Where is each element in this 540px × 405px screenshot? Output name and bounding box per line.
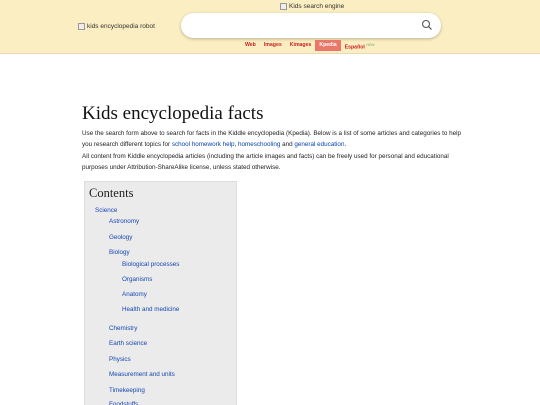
toc-item-biology[interactable]: Biology [109,249,130,256]
broken-image-icon [78,23,85,30]
toc-title: Contents [89,186,134,200]
table-of-contents [84,181,237,405]
search-icon[interactable] [421,19,433,31]
search-input[interactable] [181,13,441,38]
intro-text: Use the search form above to search for facts in the Kiddle encyclopedia (Kpedia). Below is a list of some articles and categories to help you research different topics for school homework help, homeschooling and general education. All content from Kiddle encyclopedia articles (including the article images and facts) can be freely used for personal and educational purposes under Attribution-ShareAlike license, unless stated otherwise. [82,130,462,172]
broken-image-icon [280,3,287,10]
toc-item-anatomy[interactable]: Anatomy [122,291,147,298]
engine-alt-text: Kids search engine [289,3,345,10]
tab-images[interactable]: Images [263,42,282,48]
toc-item-timekeeping[interactable]: Timekeeping [109,387,145,394]
toc-item-biological-processes[interactable]: Biological processes [122,261,180,268]
tab-kpedia[interactable]: Kpedia [315,40,340,51]
toc-item-health-medicine[interactable]: Health and medicine [122,306,180,313]
tab-web[interactable]: Web [245,42,256,48]
toc-item-astronomy[interactable]: Astronomy [109,218,140,225]
toc-item-measurement[interactable]: Measurement and units [109,371,175,378]
link-homework-help[interactable]: school homework help [171,141,235,149]
header [0,0,540,54]
tab-kimages[interactable]: Kimages [289,42,312,48]
toc-item-chemistry[interactable]: Chemistry [109,325,138,332]
toc-item-geology[interactable]: Geology [109,234,133,241]
link-homeschooling[interactable]: homeschooling [238,141,281,149]
logo-link[interactable] [78,23,155,30]
search-engine-banner [280,3,344,10]
link-general-education[interactable]: general education [294,141,345,149]
logo-alt-text: kids encyclopedia robot [87,23,155,30]
toc-item-science[interactable]: Science [95,207,118,214]
toc-item-physics[interactable]: Physics [109,356,131,363]
tab-espanol[interactable]: Español $^{NEW}$ [344,43,375,51]
toc-item-foodstuffs[interactable]: Foodstuffs [109,401,139,405]
toc-item-organisms[interactable]: Organisms [122,276,153,283]
search-tabs [241,40,378,51]
page-title: Kids encyclopedia facts [82,103,264,124]
toc-item-earth-science[interactable]: Earth science [109,340,148,347]
new-badge: NEW [366,43,375,47]
license-text: All content from Kiddle encyclopedia articles (including the article images and facts) can be freely used for personal and educational purposes under Attribution-ShareAlike license, unless stated otherwise. [82,152,449,172]
